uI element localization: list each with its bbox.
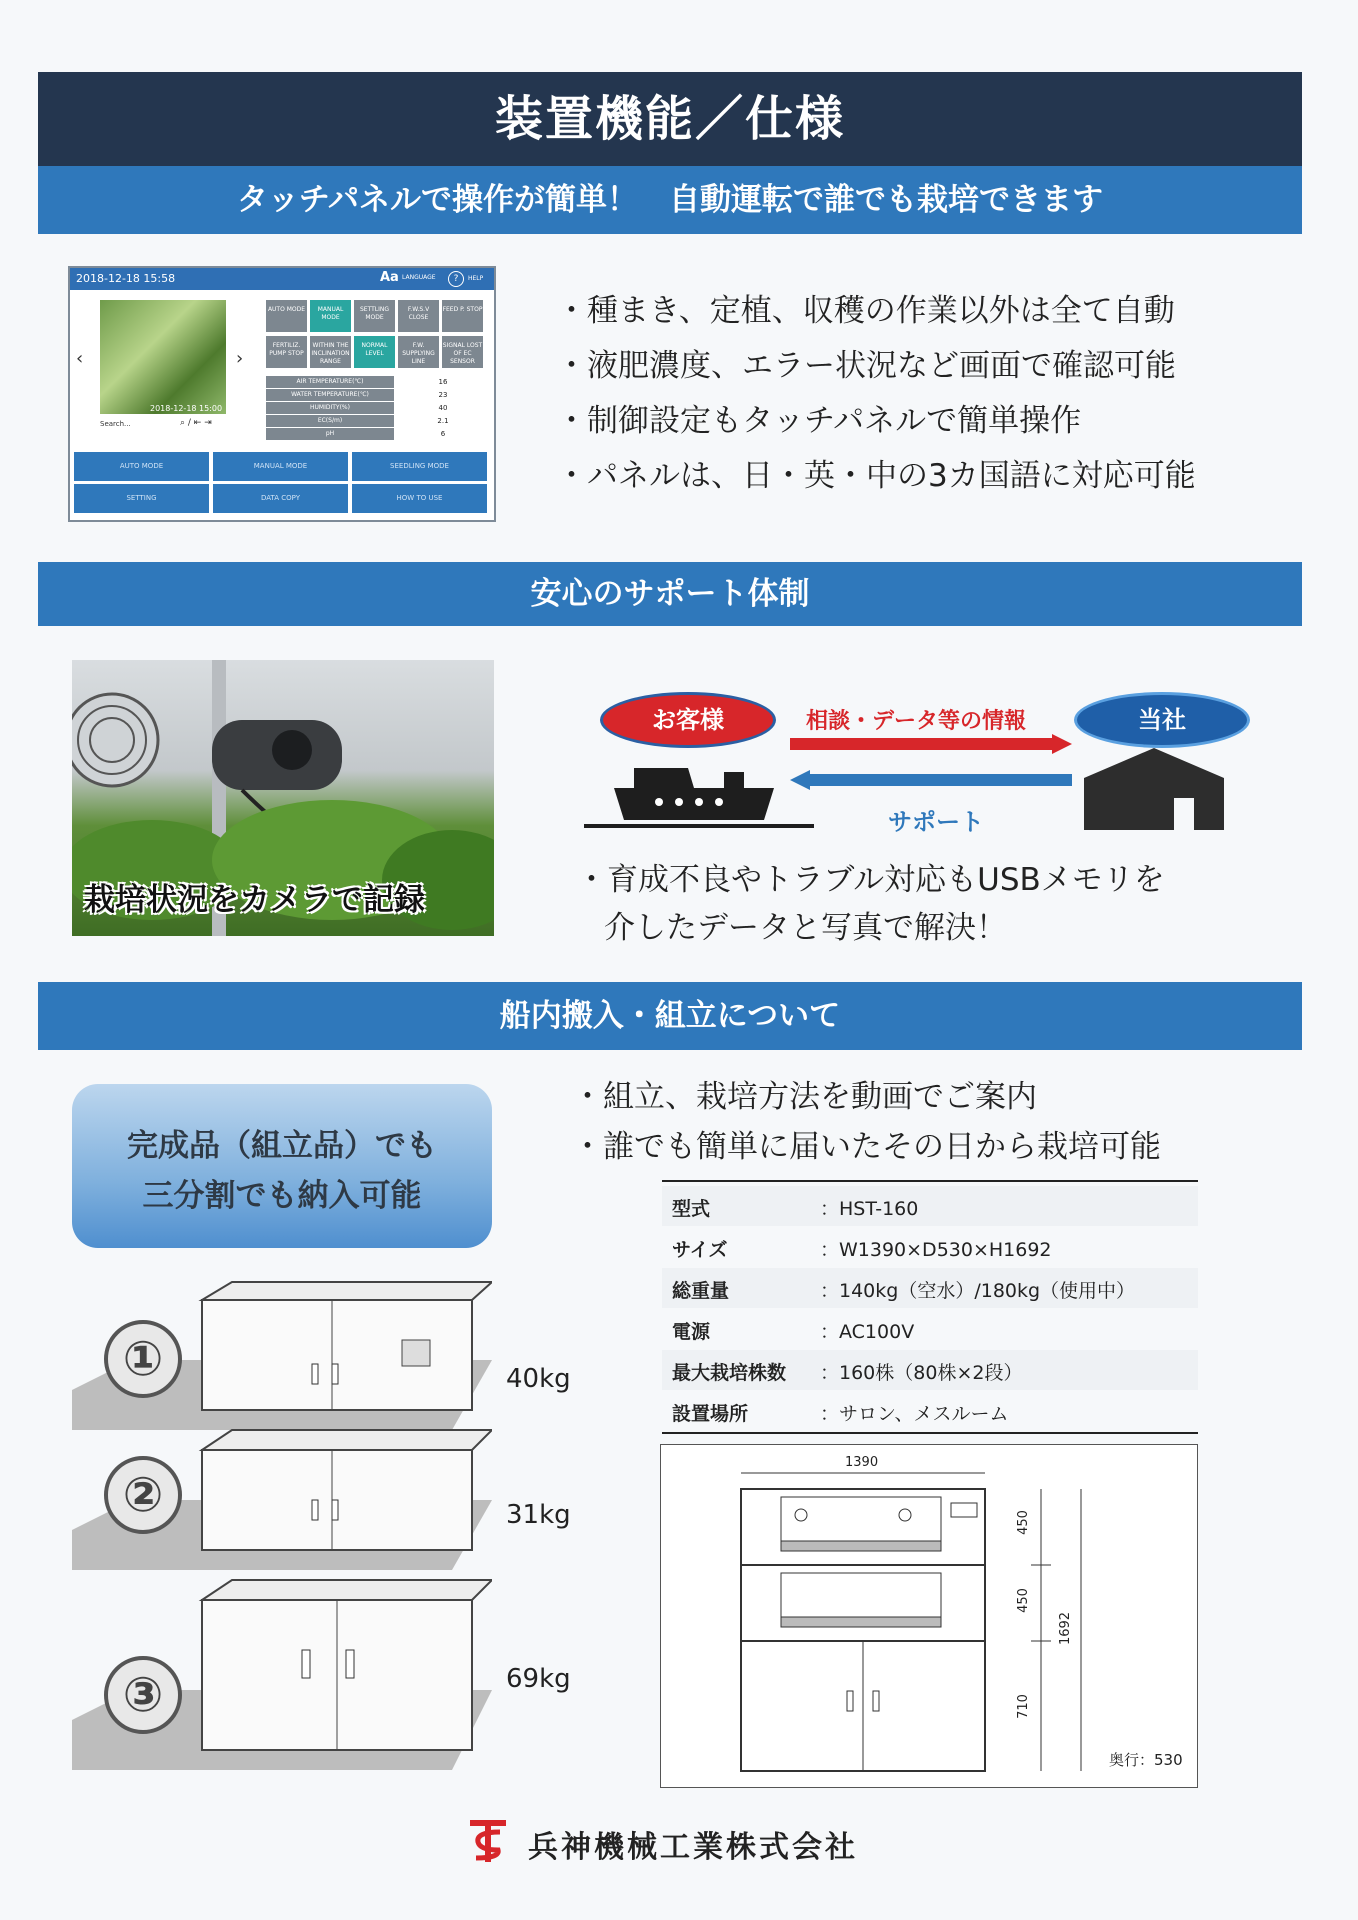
sensor-reading-label: AIR TEMPERATURE(℃) [266,376,394,388]
spec-key: 最大栽培株数 [672,1362,787,1384]
chevron-right-icon[interactable]: › [236,348,244,369]
feature-item: ・パネルは、日・英・中の3カ国語に対応可能 [556,458,1196,494]
support-arrow-label: サポート [888,808,984,836]
mode-status-cell: F.W.S.V CLOSE [398,300,439,332]
mode-status-cell: AUTO MODE [266,300,307,332]
panel-mode-button[interactable]: DATA COPY [213,484,348,513]
dimension-drawing [660,1444,1198,1788]
sensor-reading-label: pH [266,428,394,440]
delivery-box [72,1084,492,1248]
shipping-bullets [572,1072,1161,1172]
subtitle-band [38,166,1302,234]
assembly-parts [72,1280,592,1780]
spec-key: 総重量 [672,1280,730,1302]
sensor-reading-value: 2.1 [437,417,449,425]
mode-status-cell: FERTILIZ. PUMP STOP [266,336,307,368]
spec-key: 設置場所 [672,1403,749,1425]
shipping-bullet: ・誰でも簡単に届いたその日から栽培可能 [572,1129,1161,1165]
customer-label: お客様 [652,706,724,734]
company-logo-icon [468,1818,508,1864]
part-1-weight: 40kg [506,1364,571,1394]
spec-row [662,1391,1198,1431]
company-name: 兵神機械工業株式会社 [528,1830,858,1865]
support-text [576,856,1165,952]
part-2-weight: 31kg [506,1500,571,1530]
cabinet-front-view [661,1445,1197,1787]
spec-value: ：W1390×D530×H1692 [820,1239,1052,1261]
support-text-line1: ・育成不良やトラブル対応もUSBメモリを [576,862,1165,898]
company-label: 当社 [1138,706,1186,734]
sensor-reading-value: 23 [438,391,448,399]
mode-status-cell: SETTLING MODE [354,300,395,332]
sensor-reading-row [266,402,488,414]
panel-mode-button[interactable]: SEEDLING MODE [352,452,487,481]
feature-item: ・制御設定もタッチパネルで簡単操作 [556,403,1082,439]
company-badge [1074,692,1250,748]
shipping-band [38,982,1302,1050]
page-title: 装置機能／仕様 [494,91,845,147]
mode-status-cell: WITHIN THE INCLINATION RANGE [310,336,351,368]
panel-buttons [74,452,490,516]
panel-mode-button[interactable]: MANUAL MODE [213,452,348,481]
dim-total: 1692 [1058,1611,1074,1646]
sensor-reading-value: 16 [438,378,448,386]
panel-mode-button[interactable]: HOW TO USE [352,484,487,513]
feature-list [556,284,1196,504]
search-input[interactable]: Search... [100,420,131,428]
dim-h2: 450 [1015,1588,1031,1613]
spec-row [662,1350,1198,1390]
search-icon[interactable]: ⌕ / ⇤ ⇥ [180,418,212,428]
dim-depth: 奥行：530 [1109,1751,1183,1769]
help-icon[interactable]: ? [448,271,464,287]
panel-mode-button[interactable]: SETTING [74,484,209,513]
ship-icon [584,758,814,834]
feature-item: ・種まき、定植、収穫の作業以外は全て自動 [556,293,1175,329]
panel-mode-button[interactable]: AUTO MODE [74,452,209,481]
title-band [38,72,1302,166]
mode-status-cell: SIGNAL LOST OF EC SENSOR [442,336,483,368]
mode-status-cell: NORMAL LEVEL [354,336,395,368]
part-1-number: ① [104,1320,182,1398]
info-arrow-label: 相談・データ等の情報 [806,709,1027,734]
page-subtitle: タッチパネルで操作が簡単！ 自動運転で誰でも栽培できます [236,182,1104,218]
chevron-left-icon[interactable]: ‹ [76,348,84,369]
camera-photo-caption: 栽培状況をカメラで記録 [84,882,425,918]
panel-topbar [70,268,494,290]
language-button[interactable]: LANGUAGE [402,274,436,281]
spec-table [662,1180,1198,1434]
mode-status-cell: F.W. SUPPLYING LINE [398,336,439,368]
spec-row [662,1309,1198,1349]
touch-panel-screen [68,266,496,522]
spec-value: ：140kg（空水）/180kg（使用中） [820,1280,1136,1302]
support-band [38,562,1302,626]
dim-h1: 450 [1015,1510,1031,1535]
delivery-box-line2: 三分割でも納入可能 [142,1178,422,1214]
photo-timestamp: 2018-12-18 15:00 [150,404,223,413]
dim-h3: 710 [1015,1694,1031,1719]
sensor-reading-row [266,376,488,388]
spec-value: ：160株（80株×2段） [820,1362,1023,1384]
mode-status-grid [266,298,488,374]
panel-datetime: 2018-12-18 15:58 [76,272,176,285]
spec-row [662,1227,1198,1267]
support-heading: 安心のサポート体制 [530,576,810,612]
camera-photo [72,660,494,936]
spec-key: 型式 [672,1198,711,1220]
sensor-readings [266,376,488,444]
part-2-number: ② [104,1456,182,1534]
sensor-reading-value: 6 [440,430,446,438]
sensor-reading-label: HUMIDITY(%) [266,402,394,414]
spec-row [662,1268,1198,1308]
feature-item: ・液肥濃度、エラー状況など画面で確認可能 [556,348,1176,384]
sensor-reading-label: WATER TEMPERATURE(℃) [266,389,394,401]
part-3-weight: 69kg [506,1664,571,1694]
shipping-bullet: ・組立、栽培方法を動画でご案内 [572,1079,1037,1115]
spec-key: 電源 [672,1321,711,1343]
spec-value: ：サロン、メスルーム [820,1403,1009,1425]
delivery-box-line1: 完成品（組立品）でも [127,1128,437,1164]
plant-photo [100,300,226,414]
mode-status-cell: FEED P. STOP [442,300,483,332]
sensor-reading-label: EC(S/m) [266,415,394,427]
mode-status-cell: MANUAL MODE [310,300,351,332]
support-text-line2: 介したデータと写真で解決！ [604,910,1007,946]
shipping-heading: 船内搬入・組立について [499,998,841,1034]
part-3-number: ③ [104,1656,182,1734]
sensor-reading-row [266,389,488,401]
sensor-reading-row [266,415,488,427]
sensor-reading-row [266,428,488,440]
help-label: HELP [468,275,484,282]
sensor-reading-value: 40 [438,404,448,412]
spec-value: ：HST-160 [820,1198,919,1220]
spec-value: ：AC100V [820,1321,915,1343]
customer-badge [600,692,776,748]
building-icon [1084,748,1234,832]
spec-row [662,1186,1198,1226]
dim-width: 1390 [845,1455,879,1470]
exchange-arrows [790,734,1080,800]
spec-key: サイズ [672,1239,728,1261]
font-size-icon[interactable]: Aa [380,270,399,285]
